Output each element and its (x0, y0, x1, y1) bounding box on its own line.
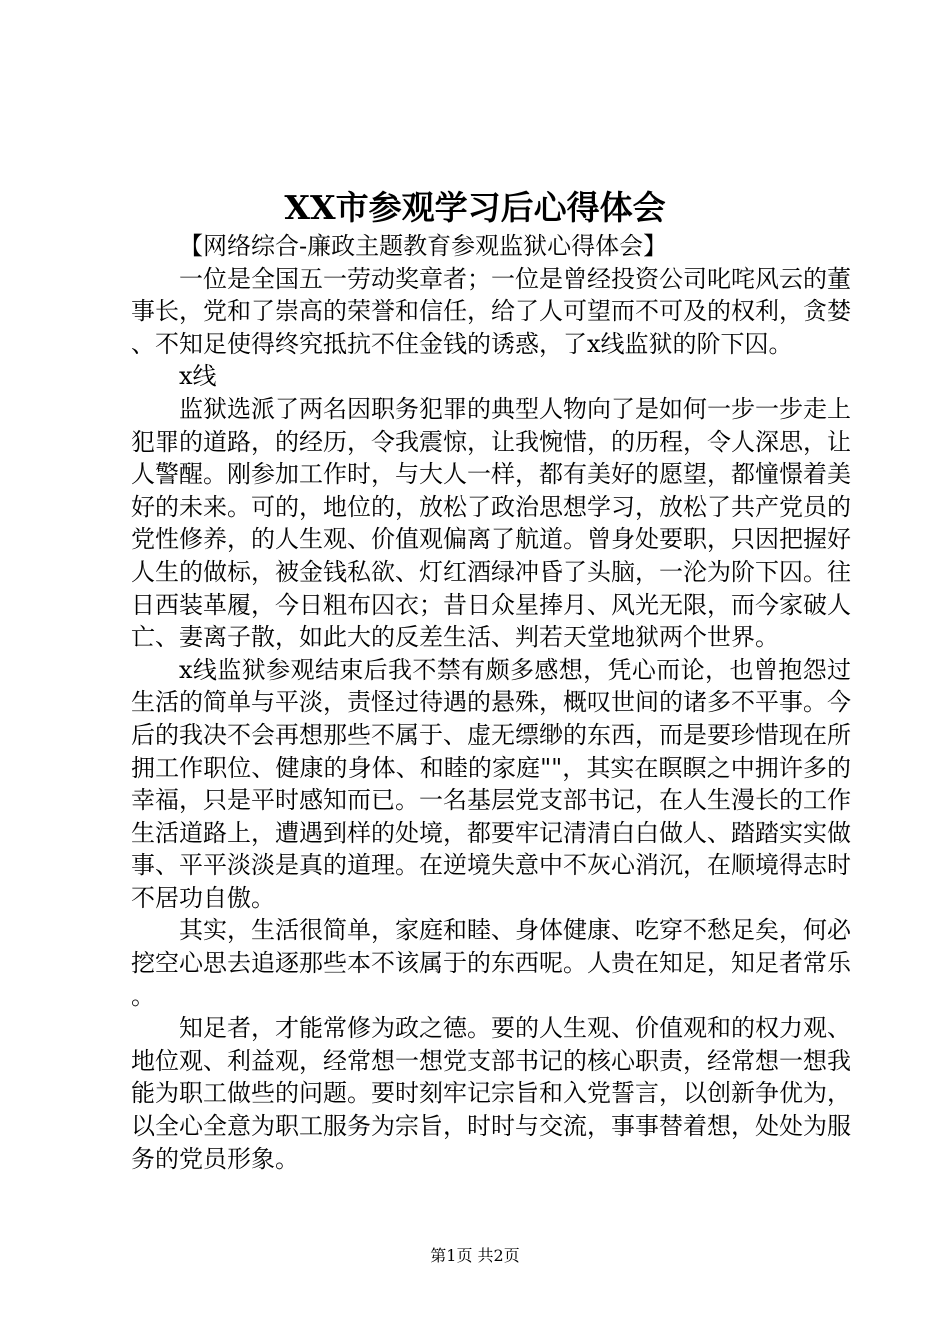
paragraph: x线监狱参观结束后我不禁有颇多感想，凭心而论，也曾抱怨过生活的简单与平淡，责怪过待遇的悬殊，概叹世间的诸多不平事。今后的我决不会再想那些不属于、虚无缥缈的东西，而是要珍惜现在所拥工作职位、健康的身体、和睦的家庭""，其实在瞑瞑之中拥许多的幸福，只是平时感知而已。一名基层党支部书记，在人生漫长的工作生活道路上，遭遇到样的处境，都要牢记清清白白做人、踏踏实实做事、平平淡淡是真的道理。在逆境失意中不灰心消沉，在顺境得志时不居功自傲。 (131, 655, 851, 912)
document-body (131, 230, 851, 1175)
paragraph: 监狱选派了两名因职务犯罪的典型人物向了是如何一步一步走上犯罪的道路，的经历，令我震惊，让我惋惜，的历程，令人深思，让人警醒。刚参加工作时，与大人一样，都有美好的愿望，都憧憬着美好的未来。可的，地位的，放松了政治思想学习，放松了共产党员的党性修养，的人生观、价值观偏离了航道。曾身处要职，只因把握好人生的做标，被金钱私欲、灯红酒绿冲昏了头脑，一沦为阶下囚。往日西装革履，今日粗布囚衣；昔日众星捧月、风光无限，而今家破人亡、妻离子散，如此大的反差生活、判若天堂地狱两个世界。 (131, 394, 851, 652)
paragraph: x线 (179, 362, 217, 391)
paragraph: 一位是全国五一劳动奖章者；一位是曾经投资公司叱咤风云的董事长，党和了崇高的荣誉和信任，给了人可望而不可及的权利，贪婪、不知足使得终究抵抗不住金钱的诱惑，了x线监狱的阶下囚。 (131, 264, 851, 358)
paragraph-source-tag: 【网络综合-廉政主题教育参观监狱心得体会】 (179, 232, 668, 260)
paragraph: 其实，生活很简单，家庭和睦、身体健康、吃穿不愁足矣，何必挖空心思去追逐那些本不该属于的东西呢。人贵在知足，知足者常乐。 (131, 916, 851, 1010)
document-title: XX市参观学习后心得体会 (284, 188, 666, 227)
paragraph: 知足者，才能常修为政之德。要的人生观、价值观和的权力观、地位观、利益观，经常想一想党支部书记的核心职责，经常想一想我能为职工做些的问题。要时刻牢记宗旨和入党誓言，以创新争优为，以全心全意为职工服务为宗旨，时时与交流，事事替着想，处处为服务的党员形象。 (131, 1014, 851, 1173)
page-number-footer: 第1页 共2页 (430, 1246, 520, 1265)
